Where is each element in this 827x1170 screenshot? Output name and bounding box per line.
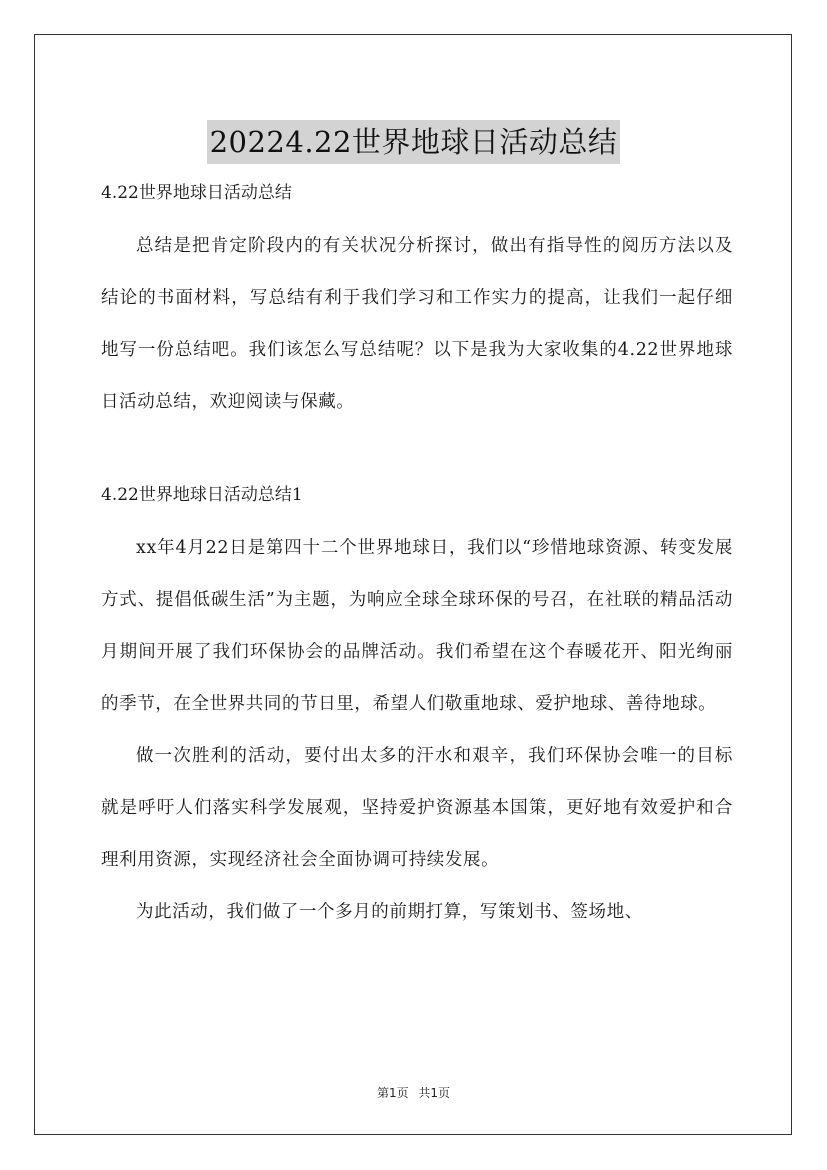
document-body: [101, 174, 733, 938]
page-footer: [0, 1084, 827, 1101]
title-area: [0, 101, 827, 184]
page-total: 共1页: [418, 1086, 451, 1100]
body-paragraph: 为此活动，我们做了一个多月的前期打算，写策划书、签场地、: [136, 902, 643, 922]
body-paragraph: xx年4月22日是第四十二个世界地球日，我们以“珍惜地球资源、转变发展方式、提倡低碳生活”为主题，为响应全球全球环保的号召，在社联的精品活动月期间开展了我们环保协会的品牌活动。我们希望在这个春暖花开、阳光绚丽的季节，在全世界共同的节日里，希望人们敬重地球、爱护地球、善待地球。: [101, 538, 733, 714]
page-number: 第1页: [376, 1086, 409, 1100]
document-title: 20224.22世界地球日活动总结: [207, 120, 621, 164]
intro-paragraph: 总结是把肯定阶段内的有关状况分析探讨，做出有指导性的阅历方法以及结论的书面材料，写总结有利于我们学习和工作实力的提高，让我们一起仔细地写一份总结吧。我们该怎么写总结呢？以下是我为大家收集的4.22世界地球日活动总结，欢迎阅读与保藏。: [101, 236, 733, 412]
document-subtitle: 4.22世界地球日活动总结: [101, 183, 292, 203]
body-paragraph: 做一次胜利的活动，要付出太多的汗水和艰辛，我们环保协会唯一的目标就是呼吁人们落实科学发展观，坚持爱护资源基本国策，更好地有效爱护和合理利用资源，实现经济社会全面协调可持续发展。: [101, 746, 733, 870]
section-heading: 4.22世界地球日活动总结1: [101, 485, 303, 505]
